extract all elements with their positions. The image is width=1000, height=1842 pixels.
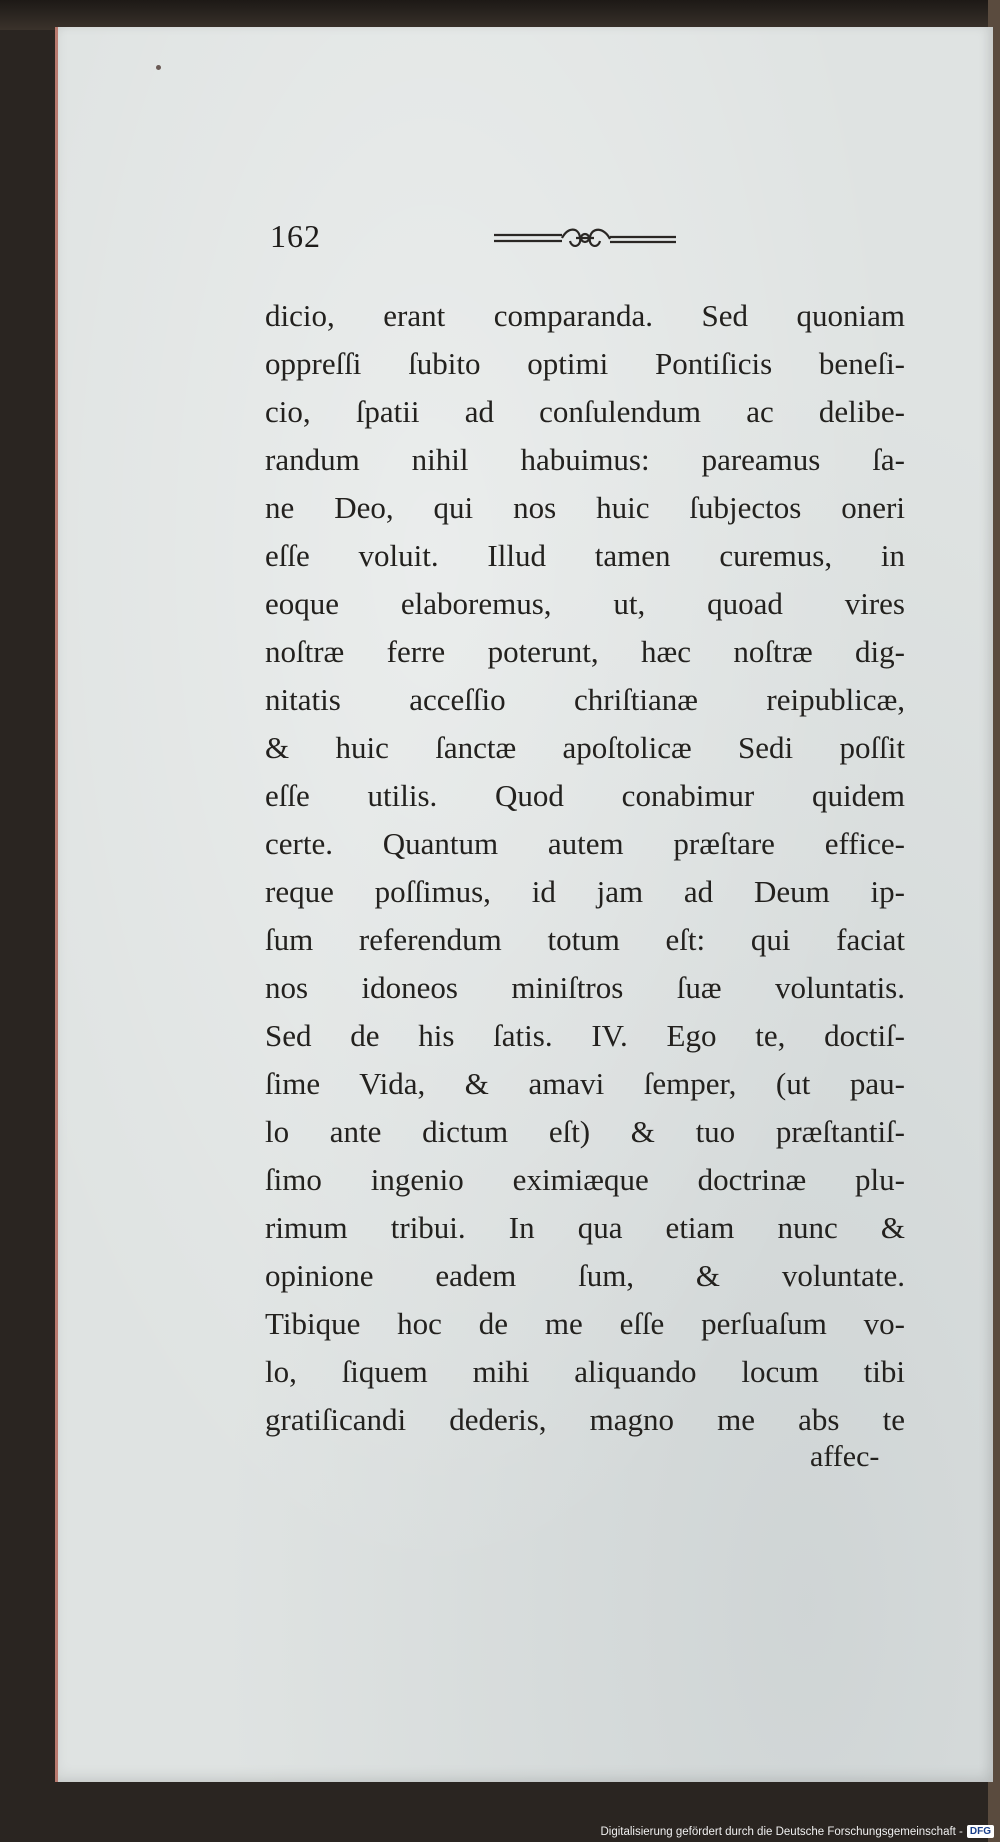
page-number: 162	[270, 218, 321, 254]
text-line: ne Deo, qui nos huic ſubjectos oneri	[265, 490, 905, 525]
text-line: rimum tribui. In qua etiam nunc &	[265, 1210, 905, 1245]
dfg-logo-icon: DFG	[967, 1825, 994, 1838]
text-line: eoque elaboremus, ut, quoad vires	[265, 586, 905, 621]
text-line: ſime Vida, & amavi ſemper, (ut pau-	[265, 1066, 905, 1101]
paper-speck	[156, 65, 161, 70]
credit-text: Digitalisierung gefördert durch die Deutsche Forschungsgemeinschaft -	[600, 1825, 963, 1838]
text-line: lo, ſiquem mihi aliquando locum tibi	[265, 1354, 905, 1389]
scan-border-top	[0, 0, 1000, 30]
text-line: & huic ſanctæ apoſtolicæ Sedi poſſit	[265, 730, 905, 765]
text-line: dicio, erant comparanda. Sed quoniam	[265, 298, 905, 333]
digitization-credit	[600, 1825, 994, 1838]
text-line: reque poſſimus, id jam ad Deum ip-	[265, 874, 905, 909]
text-line: oppreſſi ſubito optimi Pontiſicis beneſi-	[265, 346, 905, 381]
body-text	[265, 292, 905, 1444]
text-line: lo ante dictum eſt) & tuo præſtantiſ-	[265, 1114, 905, 1149]
text-line: nos idoneos miniſtros ſuæ voluntatis.	[265, 970, 905, 1005]
ornament-rule-icon	[492, 225, 678, 253]
text-line: ſum referendum totum eſt: qui faciat	[265, 922, 905, 957]
catchword: affec-	[810, 1440, 880, 1473]
text-line: gratiſicandi dederis, magno me abs te	[265, 1402, 905, 1437]
text-line: randum nihil habuimus: pareamus ſa-	[265, 442, 905, 477]
text-line: opinione eadem ſum, & voluntate.	[265, 1258, 905, 1293]
text-line: noſtræ ferre poterunt, hæc noſtræ dig-	[265, 634, 905, 669]
text-line: eſſe voluit. Illud tamen curemus, in	[265, 538, 905, 573]
text-line: ſimo ingenio eximiæque doctrinæ plu-	[265, 1162, 905, 1197]
text-line: cio, ſpatii ad conſulendum ac delibe-	[265, 394, 905, 429]
text-line: certe. Quantum autem præſtare effice-	[265, 826, 905, 861]
text-line: Sed de his ſatis. IV. Ego te, doctiſ-	[265, 1018, 905, 1053]
text-line: nitatis acceſſio chriſtianæ reipublicæ,	[265, 682, 905, 717]
text-line: eſſe utilis. Quod conabimur quidem	[265, 778, 905, 813]
text-line: Tibique hoc de me eſſe perſuaſum vo-	[265, 1306, 905, 1341]
